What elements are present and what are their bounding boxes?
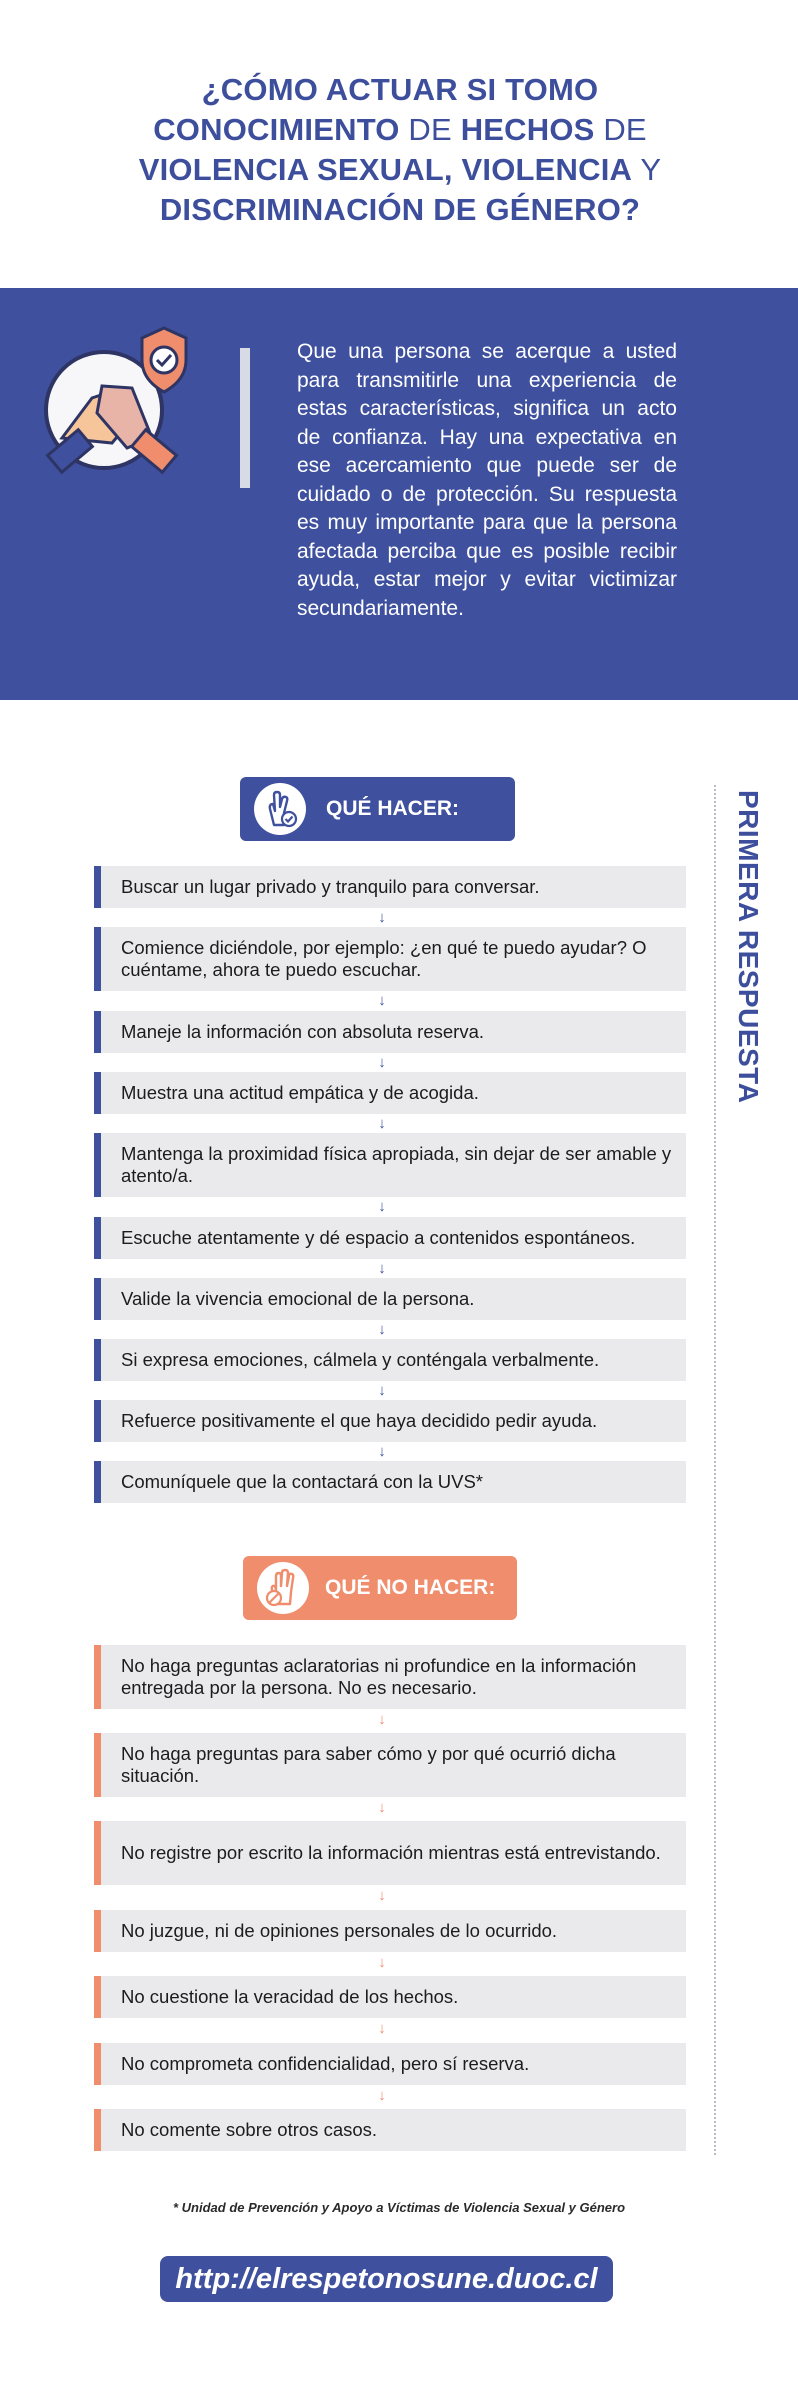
list-item xyxy=(94,1910,686,1952)
arrow-icon: ↓ xyxy=(378,1260,386,1277)
divider-bar xyxy=(240,348,250,488)
footnote: * Unidad de Prevención y Apoyo a Víctimas de Violencia Sexual y Género xyxy=(172,2200,626,2215)
list-item xyxy=(94,2043,686,2085)
intro-text: Que una persona se acerque a usted para transmitirle una experiencia de estas características, significa un acto de confianza. Hay una expectativa en ese acercamiento que puede ser de cuidado o de protección. Su respuesta es muy importante para que la persona afectada perciba que es posible recibir ayuda, estar mejor y evitar victimizar secundariamente. xyxy=(297,340,677,620)
handshake-shield-icon xyxy=(42,318,202,488)
page-title xyxy=(60,70,740,230)
side-label-text: PRIMERA RESPUESTA xyxy=(733,790,764,1104)
list-item-text: No registre por escrito la información mientras está entrevistando. xyxy=(121,1841,661,1863)
arrow-icon: ↓ xyxy=(378,1799,386,1816)
do-heading-label: QUÉ HACER: xyxy=(326,797,460,820)
title-line-1: ¿CÓMO ACTUAR SI TOMO xyxy=(201,72,599,107)
list-item xyxy=(94,1072,686,1114)
list-item-text: No haga preguntas para saber cómo y por qué ocurrió dicha situación. xyxy=(121,1742,616,1786)
intro-band xyxy=(0,288,798,700)
list-item-text: No juzgue, ni de opiniones personales de lo ocurrido. xyxy=(121,1919,558,1941)
dont-heading-label: QUÉ NO HACER: xyxy=(325,1576,496,1599)
list-item xyxy=(94,1217,686,1259)
arrow-icon: ↓ xyxy=(378,1054,386,1071)
list-item xyxy=(94,866,686,908)
title-word: HECHOS xyxy=(460,112,595,147)
list-item xyxy=(94,1976,686,2018)
title-word: DE xyxy=(399,112,461,147)
list-item-text: Buscar un lugar privado y tranquilo para conversar. xyxy=(121,875,540,897)
list-item xyxy=(94,2109,686,2151)
list-item xyxy=(94,1339,686,1381)
arrow-icon: ↓ xyxy=(378,992,386,1009)
side-label xyxy=(722,790,782,1110)
title-word: VIOLENCIA SEXUAL, VIOLENCIA xyxy=(138,152,633,187)
arrow-icon: ↓ xyxy=(378,1198,386,1215)
arrow-icon: ↓ xyxy=(378,1382,386,1399)
arrow-icon: ↓ xyxy=(378,1321,386,1338)
dotted-divider xyxy=(714,785,716,2155)
list-item-text: No cuestione la veracidad de los hechos. xyxy=(121,1985,459,2007)
title-word: CONOCIMIENTO xyxy=(153,112,400,147)
list-item xyxy=(94,1733,686,1797)
arrow-icon: ↓ xyxy=(378,1887,386,1904)
list-item xyxy=(94,1821,686,1885)
list-item-text: No comente sobre otros casos. xyxy=(121,2118,378,2140)
ok-hand-icon xyxy=(254,783,306,835)
list-item xyxy=(94,1461,686,1503)
arrow-icon: ↓ xyxy=(378,2087,386,2104)
stop-hand-icon xyxy=(257,1562,309,1614)
list-item xyxy=(94,1133,686,1197)
list-item-text: Muestra una actitud empática y de acogida. xyxy=(121,1081,479,1103)
list-item-text: Comuníquele que la contactará con la UVS* xyxy=(121,1470,483,1492)
do-heading xyxy=(240,777,515,841)
list-item xyxy=(94,1011,686,1053)
list-item xyxy=(94,1645,686,1709)
list-item xyxy=(94,1400,686,1442)
arrow-icon: ↓ xyxy=(378,1711,386,1728)
title-line-3 xyxy=(60,150,740,190)
list-item-text: Escuche atentamente y dé espacio a contenidos espontáneos. xyxy=(121,1226,636,1248)
title-line-2 xyxy=(60,110,740,150)
arrow-icon: ↓ xyxy=(378,909,386,926)
dont-heading xyxy=(243,1556,517,1620)
list-item-text: Valide la vivencia emocional de la persona. xyxy=(121,1287,475,1309)
arrow-icon: ↓ xyxy=(378,2020,386,2037)
website-link[interactable]: http://elrespetonosune.duoc.cl xyxy=(160,2256,613,2302)
list-item-text: Mantenga la proximidad física apropiada, sin dejar de ser amable y atento/a. xyxy=(121,1142,672,1186)
title-word: DE xyxy=(594,112,647,147)
list-item xyxy=(94,927,686,991)
title-line-4: DISCRIMINACIÓN DE GÉNERO? xyxy=(159,192,641,227)
arrow-icon: ↓ xyxy=(378,1115,386,1132)
list-item-text: Comience diciéndole, por ejemplo: ¿en qué te puedo ayudar? O cuéntame, ahora te puedo escuchar. xyxy=(121,936,647,980)
list-item-text: Si expresa emociones, cálmela y conténgala verbalmente. xyxy=(121,1348,600,1370)
list-item-text: No haga preguntas aclaratorias ni profundice en la información entregada por la persona. No es necesario. xyxy=(121,1654,637,1698)
list-item-text: Maneje la información con absoluta reserva. xyxy=(121,1020,484,1042)
list-item-text: Refuerce positivamente el que haya decidido pedir ayuda. xyxy=(121,1409,598,1431)
list-item-text: No comprometa confidencialidad, pero sí reserva. xyxy=(121,2052,530,2074)
title-word: Y xyxy=(632,152,662,187)
list-item xyxy=(94,1278,686,1320)
arrow-icon: ↓ xyxy=(378,1443,386,1460)
arrow-icon: ↓ xyxy=(378,1954,386,1971)
